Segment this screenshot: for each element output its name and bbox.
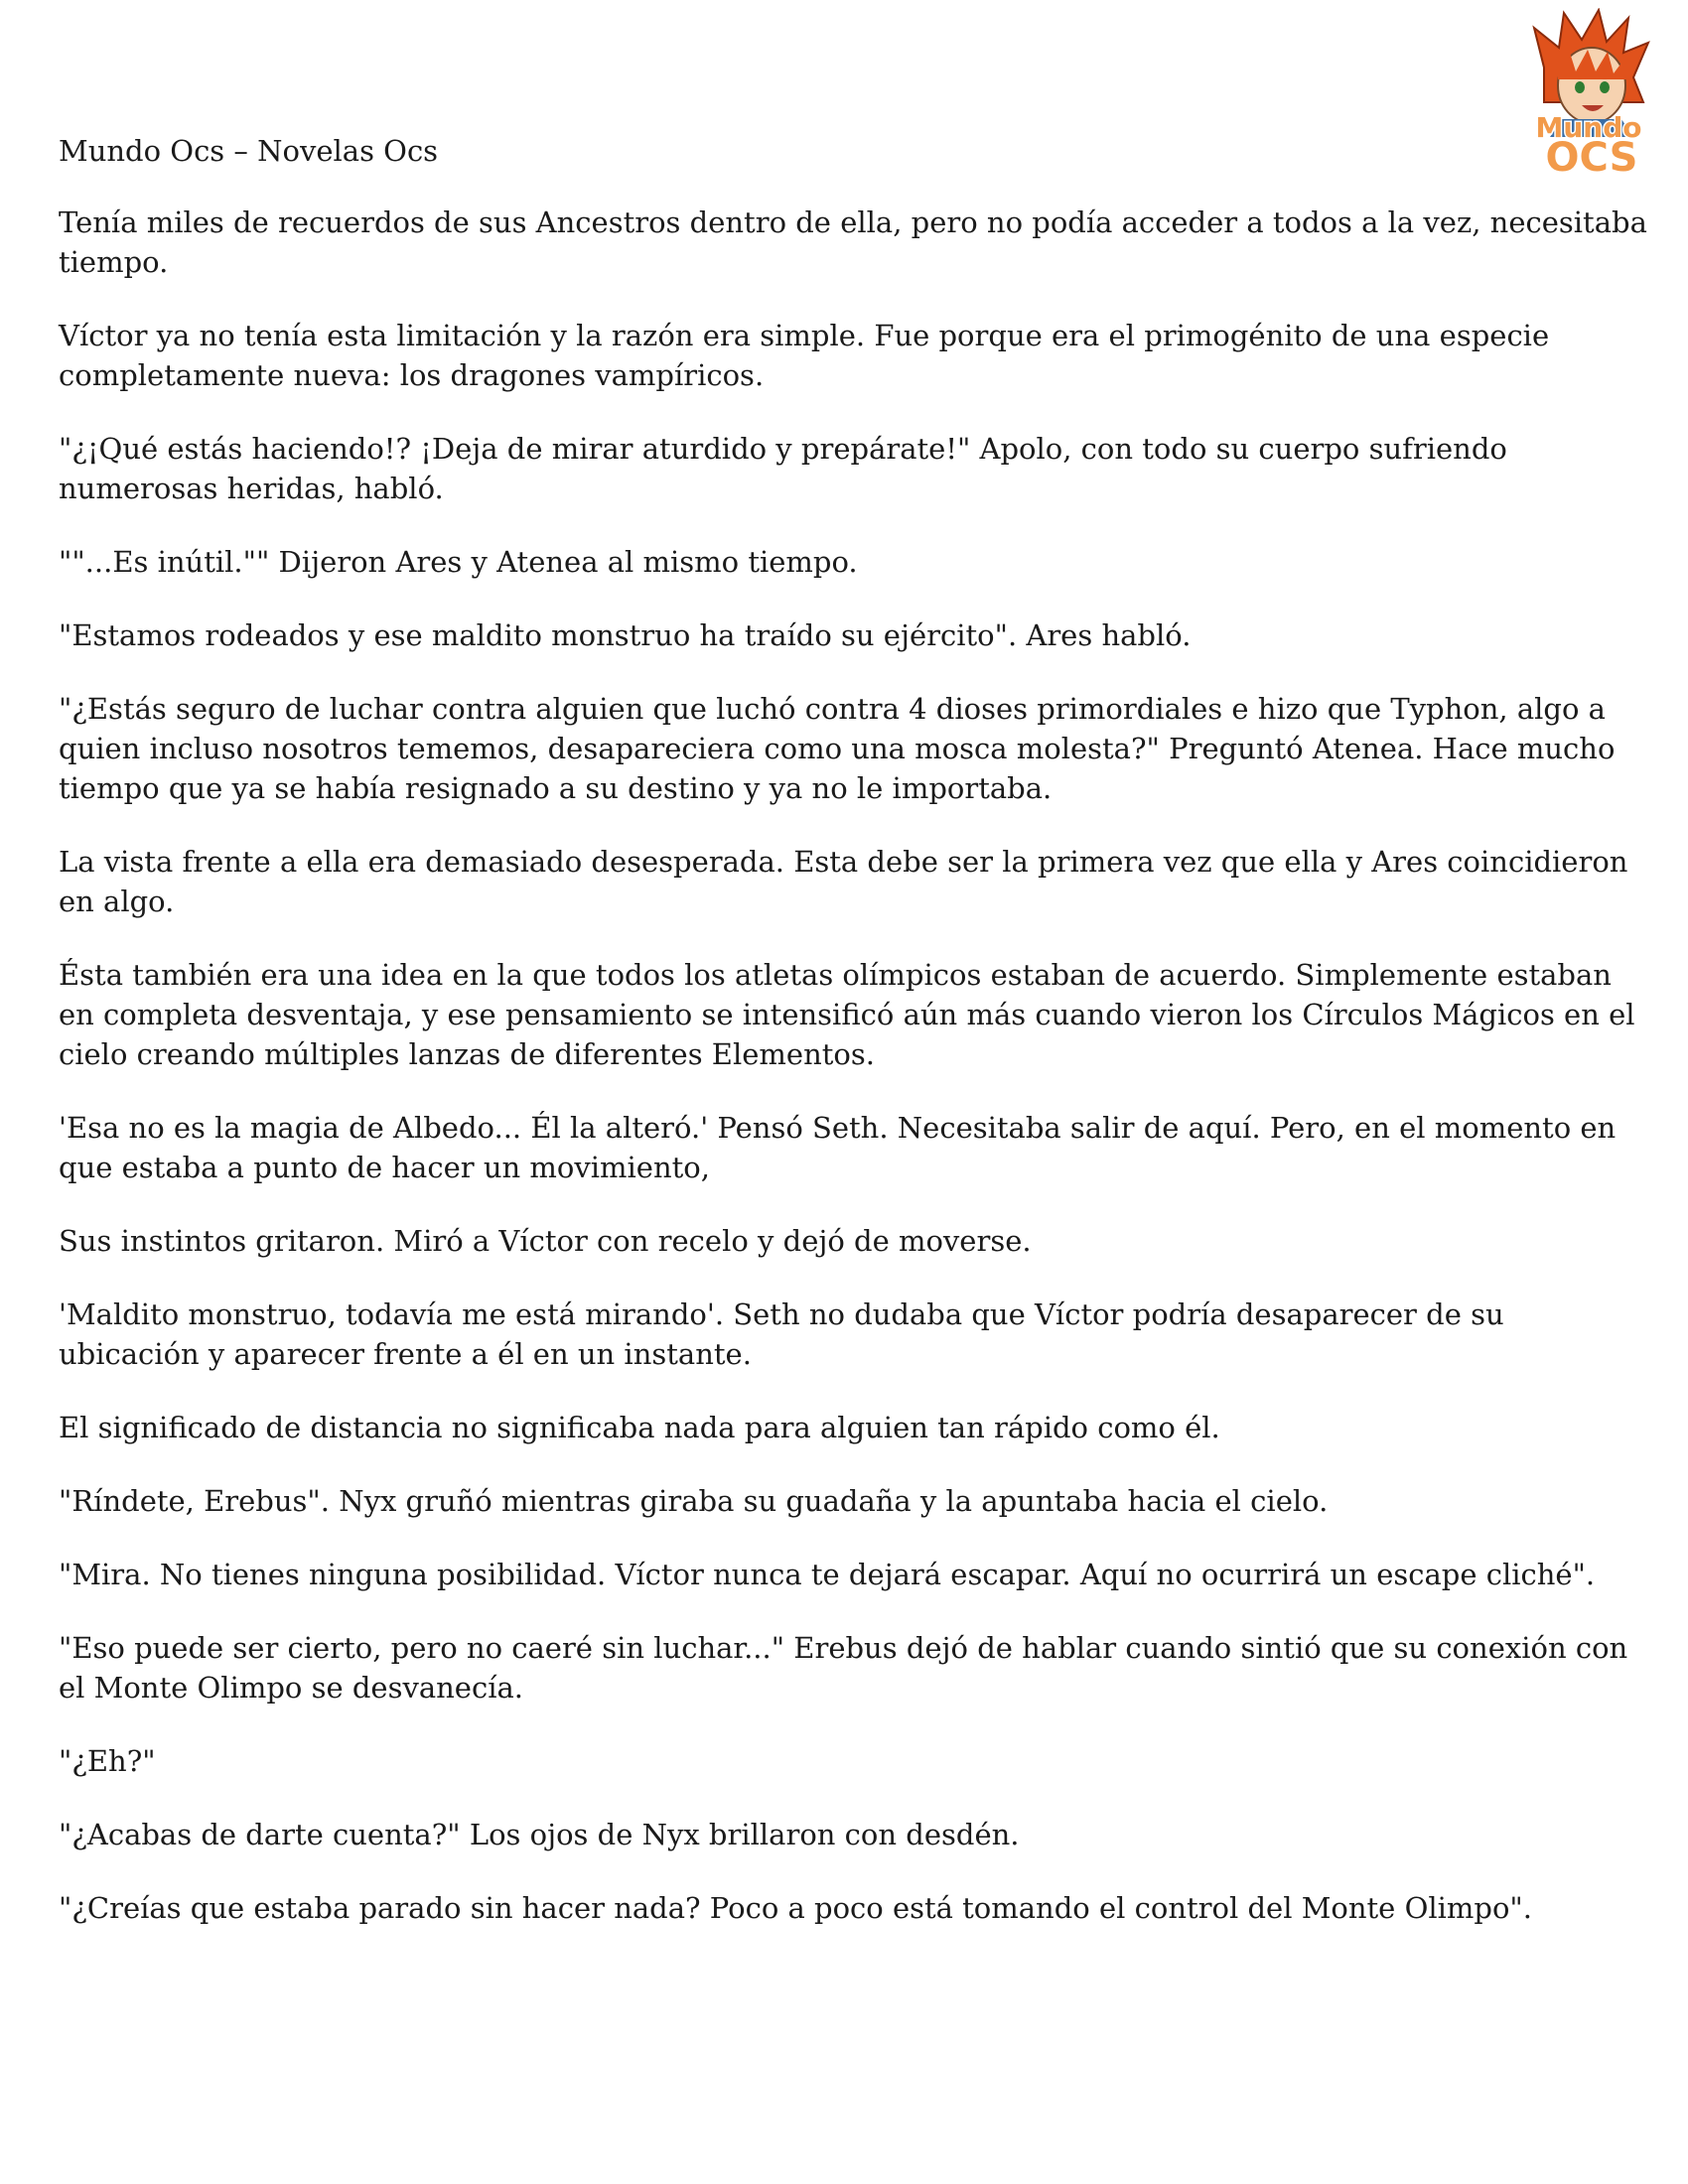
paragraph: Ésta también era una idea en la que todos los atletas olímpicos estaban de acuerdo. Simplemente estaban en completa desventaja, y ese pensamiento se intensificó aún más cuando vieron los Círculos Mágicos en el cielo creando múltiples lanzas de diferentes Elementos. — [59, 958, 1635, 1071]
paragraph: "¿Estás seguro de luchar contra alguien que luchó contra 4 dioses primordiales e hizo que Typhon, algo a quien incluso nosotros tememos, desapareciera como una mosca molesta?" Preguntó Atenea. Hace mucho tiempo que ya se había resignado a su destino y ya no le importaba. — [59, 692, 1616, 805]
paragraph: "¿Creías que estaba parado sin hacer nada? Poco a poco está tomando el control del Monte Olimpo". — [59, 1891, 1532, 1925]
paragraph: Sus instintos gritaron. Miró a Víctor con recelo y dejó de moverse. — [59, 1224, 1032, 1258]
paragraph: "¿Acabas de darte cuenta?" Los ojos de Nyx brillaron con desdén. — [59, 1818, 1020, 1851]
paragraph: Tenía miles de recuerdos de sus Ancestros dentro de ella, pero no podía acceder a todos a la vez, necesitaba tiempo. — [59, 205, 1647, 279]
paragraph: 'Maldito monstruo, todavía me está mirando'. Seth no dudaba que Víctor podría desaparecer de su ubicación y aparecer frente a él en un instante. — [59, 1297, 1504, 1371]
mundo-ocs-logo-icon — [1504, 8, 1673, 179]
paragraph: La vista frente a ella era demasiado desesperada. Esta debe ser la primera vez que ella y Ares coincidieron en algo. — [59, 845, 1628, 918]
document-body — [59, 203, 1647, 1962]
paragraph: Víctor ya no tenía esta limitación y la razón era simple. Fue porque era el primogénito de una especie completamente nueva: los dragones vampíricos. — [59, 319, 1550, 392]
paragraph: "Ríndete, Erebus". Nyx gruñó mientras giraba su guadaña y la apuntaba hacia el cielo. — [59, 1484, 1329, 1518]
svg-text:Mundo: Mundo — [1535, 111, 1642, 144]
logo-graphic — [1504, 8, 1673, 179]
paragraph: "¿¡Qué estás haciendo!? ¡Deja de mirar aturdido y prepárate!" Apolo, con todo su cuerpo sufriendo numerosas heridas, habló. — [59, 432, 1507, 505]
paragraph: ""...Es inútil."" Dijeron Ares y Atenea al mismo tiempo. — [59, 545, 858, 579]
paragraph: "¿Eh?" — [59, 1744, 156, 1778]
paragraph: El significado de distancia no significaba nada para alguien tan rápido como él. — [59, 1411, 1220, 1444]
paragraph: "Estamos rodeados y ese maldito monstruo ha traído su ejército". Ares habló. — [59, 618, 1192, 652]
paragraph: 'Esa no es la magia de Albedo... Él la alteró.' Pensó Seth. Necesitaba salir de aquí. Pero, en el momento en que estaba a punto de hacer un movimiento, — [59, 1111, 1617, 1184]
document-header: Mundo Ocs – Novelas Ocs — [59, 134, 439, 168]
svg-text:OCS: OCS — [1545, 135, 1638, 179]
paragraph: "Mira. No tienes ninguna posibilidad. Víctor nunca te dejará escapar. Aquí no ocurrirá un escape cliché". — [59, 1558, 1596, 1591]
paragraph: "Eso puede ser cierto, pero no caeré sin luchar..." Erebus dejó de hablar cuando sintió que su conexión con el Monte Olimpo se desvanecía. — [59, 1631, 1628, 1705]
